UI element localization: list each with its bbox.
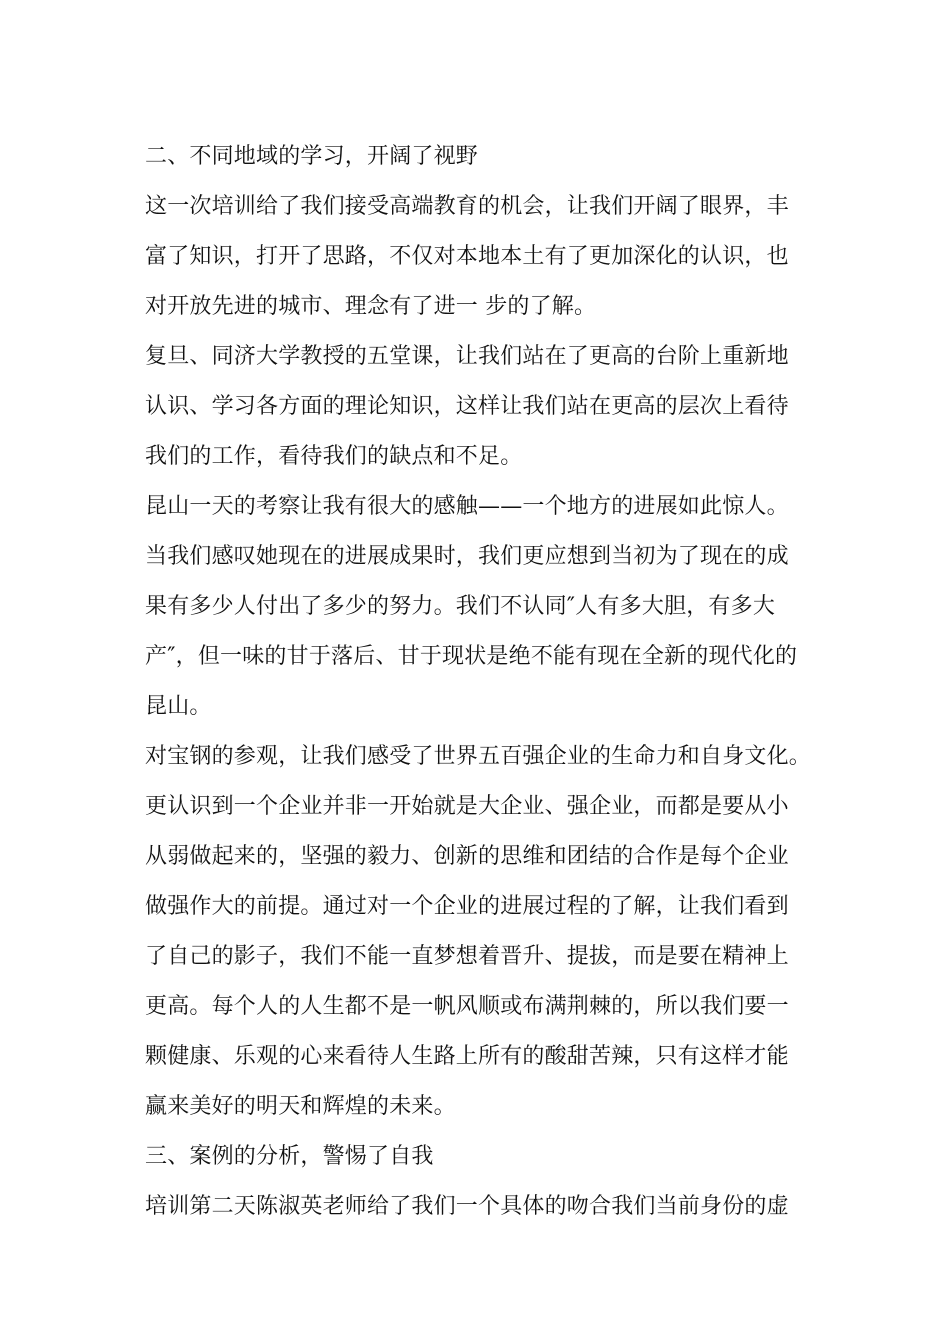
paragraph-line: 更高。每个人的人生都不是一帆风顺或布满荆棘的，所以我们要一: [145, 994, 789, 1019]
document-body: [145, 132, 825, 1232]
paragraph-line: 认识、学习各方面的理论知识，这样让我们站在更高的层次上看待: [145, 394, 789, 419]
paragraph-line: 颗健康、乐观的心来看待人生路上所有的酸甜苦辣，只有这样才能: [145, 1044, 789, 1069]
section-heading-2: 二、不同地域的学习，开阔了视野: [145, 144, 479, 169]
paragraph-line: 更认识到一个企业并非一开始就是大企业、强企业，而都是要从小: [145, 794, 789, 819]
paragraph-line: 这一次培训给了我们接受高端教育的机会，让我们开阔了眼界，丰: [145, 194, 789, 219]
paragraph-line: 了自己的影子，我们不能一直梦想着晋升、提拔，而是要在精神上: [145, 944, 789, 969]
paragraph-line: 产″，但一味的甘于落后、甘于现状是绝不能有现在全新的现代化的: [145, 644, 798, 669]
paragraph-line: 对宝钢的参观，让我们感受了世界五百强企业的生命力和自身文化。: [145, 744, 812, 769]
paragraph-line: 当我们感叹她现在的进展成果时，我们更应想到当初为了现在的成: [145, 544, 789, 569]
paragraph-line: 对开放先进的城市、理念有了进一 步的了解。: [145, 294, 597, 319]
paragraph-line: 我们的工作，看待我们的缺点和不足。: [145, 444, 523, 469]
paragraph-line: 赢来美好的明天和辉煌的未来。: [145, 1094, 456, 1119]
paragraph-line: 做强作大的前提。通过对一个企业的进展过程的了解，让我们看到: [145, 894, 789, 919]
section-heading-3: 三、案例的分析，警惕了自我: [145, 1144, 434, 1169]
paragraph-line: 昆山。: [145, 694, 212, 719]
paragraph-line: 复旦、同济大学教授的五堂课，让我们站在了更高的台阶上重新地: [145, 344, 789, 369]
paragraph-line: 昆山一天的考察让我有很大的感触——一个地方的进展如此惊人。: [145, 494, 789, 519]
paragraph-line: 从弱做起来的，坚强的毅力、创新的思维和团结的合作是每个企业: [145, 844, 789, 869]
paragraph-line: 培训第二天陈淑英老师给了我们一个具体的吻合我们当前身份的虚: [145, 1194, 789, 1219]
paragraph-line: 富了知识，打开了思路，不仅对本地本土有了更加深化的认识，也: [145, 244, 789, 269]
paragraph-line: 果有多少人付出了多少的努力。我们不认同″人有多大胆，有多大: [145, 594, 776, 619]
